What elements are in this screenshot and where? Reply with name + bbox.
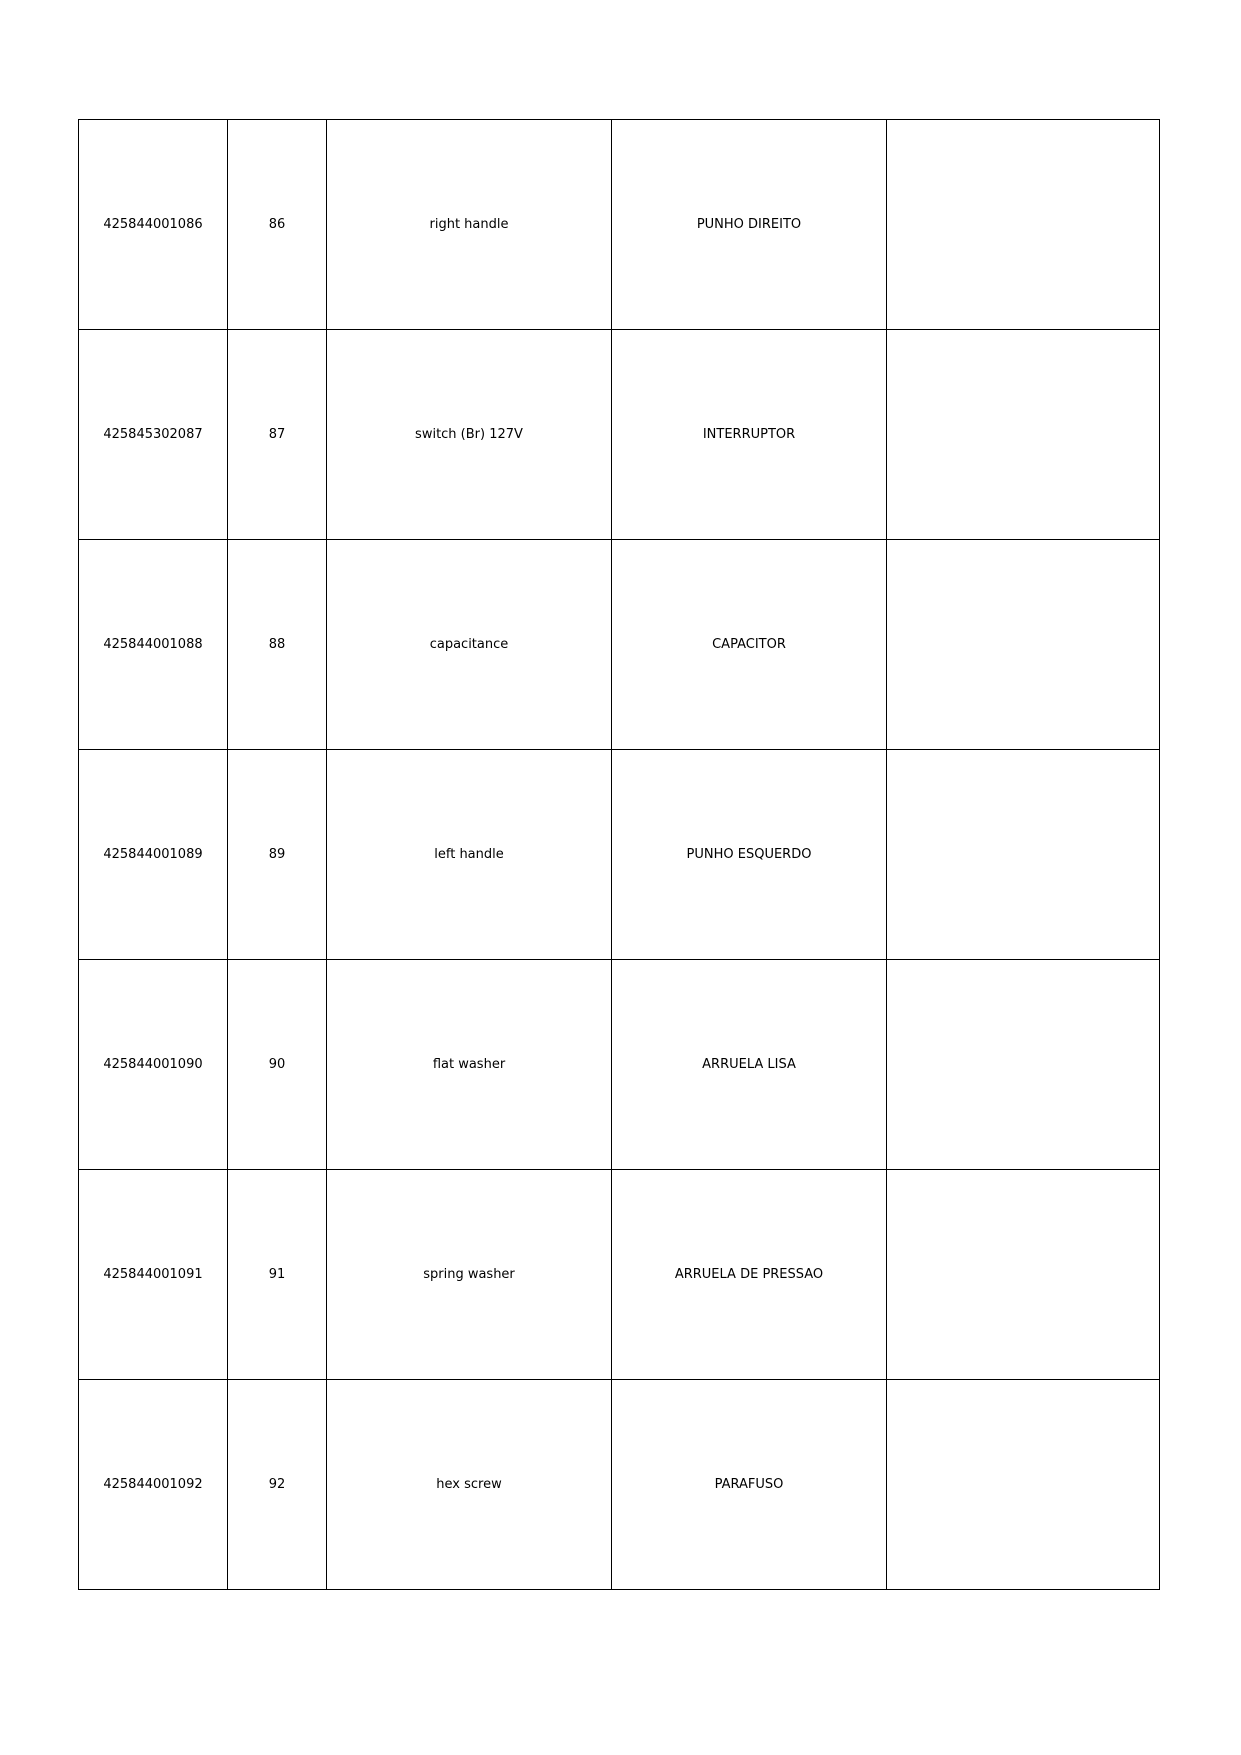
english-name-cell: hex screw xyxy=(327,1380,612,1590)
portuguese-name-cell: INTERRUPTOR xyxy=(612,330,887,540)
table-row xyxy=(79,960,1160,1170)
part-code-cell: 425844001091 xyxy=(79,1170,228,1380)
table-row xyxy=(79,750,1160,960)
parts-table xyxy=(78,119,1160,1590)
english-name-cell: left handle xyxy=(327,750,612,960)
portuguese-name-cell: PARAFUSO xyxy=(612,1380,887,1590)
notes-cell xyxy=(887,1170,1160,1380)
item-number-cell: 87 xyxy=(228,330,327,540)
english-name-cell: right handle xyxy=(327,120,612,330)
notes-cell xyxy=(887,960,1160,1170)
portuguese-name-cell: PUNHO DIREITO xyxy=(612,120,887,330)
table-row xyxy=(79,120,1160,330)
portuguese-name-cell: ARRUELA DE PRESSAO xyxy=(612,1170,887,1380)
item-number-cell: 91 xyxy=(228,1170,327,1380)
table-row xyxy=(79,540,1160,750)
part-code-cell: 425844001090 xyxy=(79,960,228,1170)
table-row xyxy=(79,330,1160,540)
notes-cell xyxy=(887,540,1160,750)
notes-cell xyxy=(887,750,1160,960)
english-name-cell: spring washer xyxy=(327,1170,612,1380)
item-number-cell: 88 xyxy=(228,540,327,750)
notes-cell xyxy=(887,330,1160,540)
portuguese-name-cell: CAPACITOR xyxy=(612,540,887,750)
english-name-cell: switch (Br) 127V xyxy=(327,330,612,540)
item-number-cell: 92 xyxy=(228,1380,327,1590)
part-code-cell: 425844001086 xyxy=(79,120,228,330)
portuguese-name-cell: PUNHO ESQUERDO xyxy=(612,750,887,960)
table-row xyxy=(79,1380,1160,1590)
table-row xyxy=(79,1170,1160,1380)
part-code-cell: 425845302087 xyxy=(79,330,228,540)
item-number-cell: 89 xyxy=(228,750,327,960)
notes-cell xyxy=(887,1380,1160,1590)
part-code-cell: 425844001088 xyxy=(79,540,228,750)
item-number-cell: 86 xyxy=(228,120,327,330)
part-code-cell: 425844001089 xyxy=(79,750,228,960)
part-code-cell: 425844001092 xyxy=(79,1380,228,1590)
notes-cell xyxy=(887,120,1160,330)
english-name-cell: flat washer xyxy=(327,960,612,1170)
english-name-cell: capacitance xyxy=(327,540,612,750)
item-number-cell: 90 xyxy=(228,960,327,1170)
portuguese-name-cell: ARRUELA LISA xyxy=(612,960,887,1170)
